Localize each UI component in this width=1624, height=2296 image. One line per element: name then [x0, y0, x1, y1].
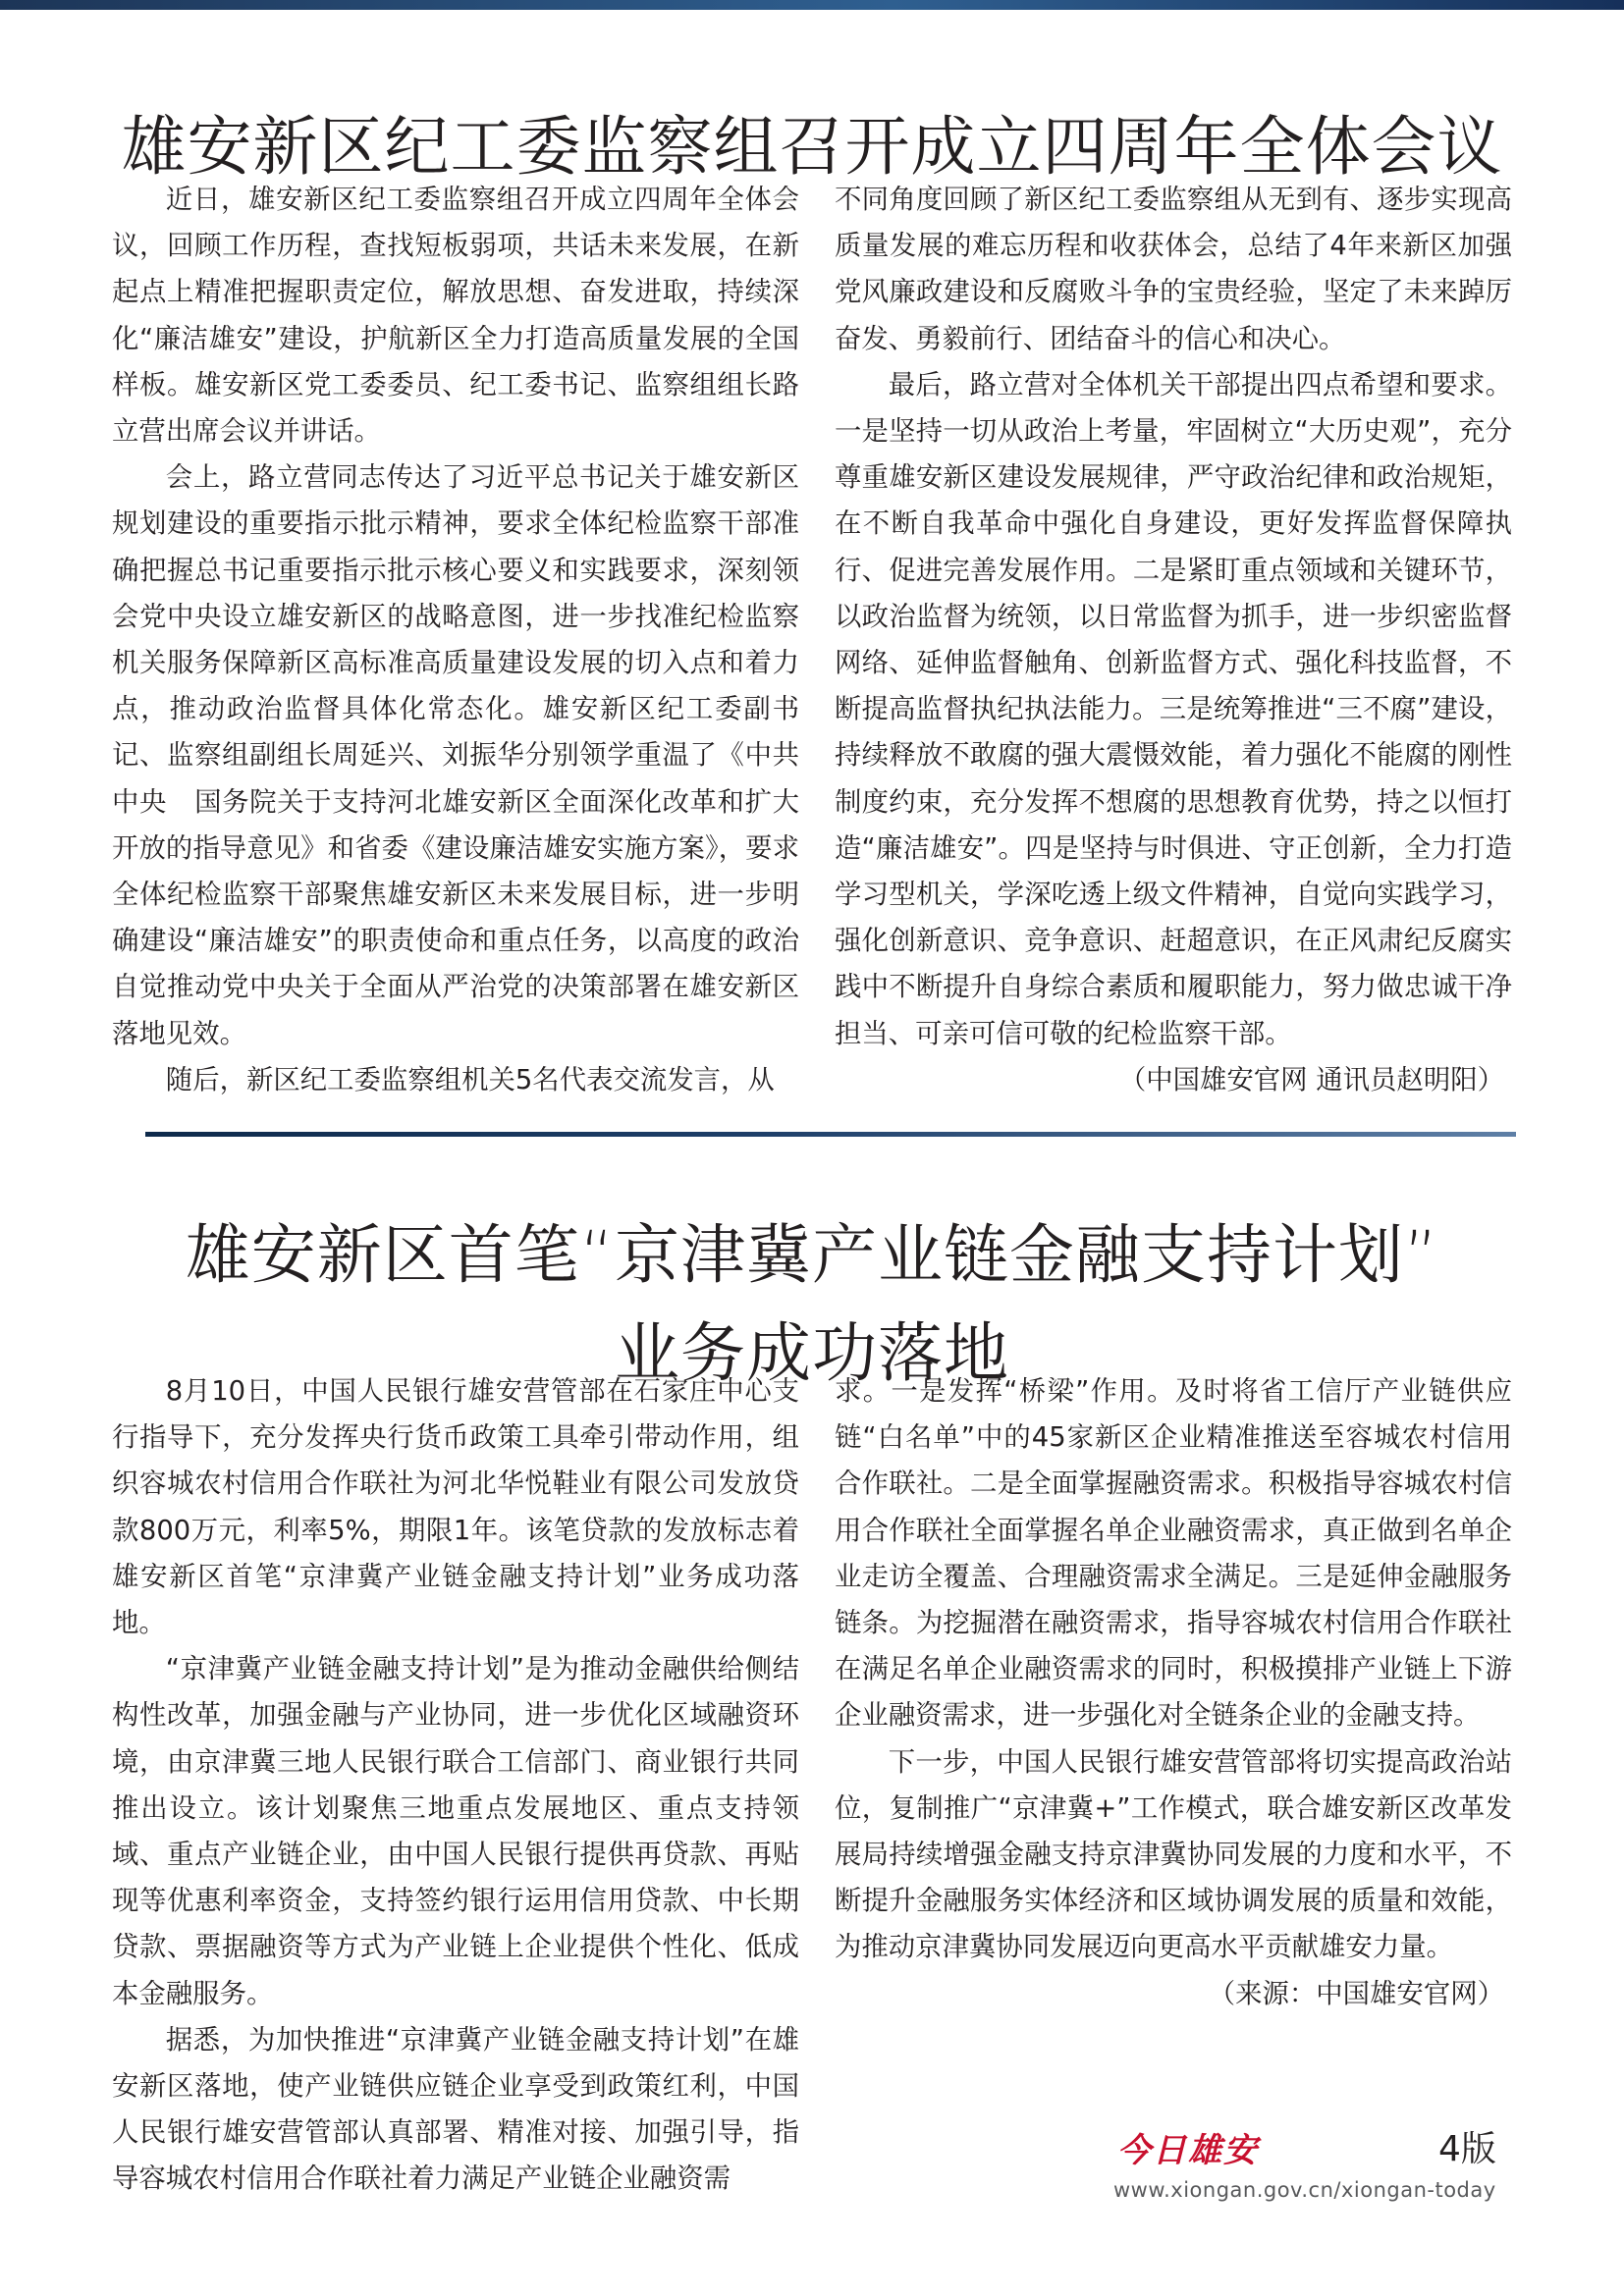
article2-title-line-2: 业务成功落地 [615, 1315, 1009, 1392]
article1-left-column [112, 177, 799, 1103]
article2-paragraph-1: 8月10日，中国人民银行雄安营管部在石家庄中心支行指导下，充分发挥央行货币政策工具牵引带动作用，组织容城农村信用合作联社为河北华悦鞋业有限公司发放贷款800万元，利率5%，期限1年。该笔贷款的发放标志着雄安新区首笔“京津冀产业链金融支持计划”业务成功落地。 [112, 1376, 799, 1639]
website-url[interactable]: www.xiongan.gov.cn/xiongan-today [1113, 2178, 1496, 2202]
article2-paragraph-4: 下一步，中国人民银行雄安营管部将切实提高政治站位，复制推广“京津冀+”工作模式，联合雄安新区改革发展局持续增强金融支持京津冀协同发展的力度和水平，不断提升金融服务实体经济和区域协调发展的质量和效能，为推动京津冀协同发展迈向更高水平贡献雄安力量。 [835, 1746, 1512, 1963]
article1-paragraph-3-continued: 不同角度回顾了新区纪工委监察组从无到有、逐步实现高质量发展的难忘历程和收获体会，总结了4年来新区加强党风廉政建设和反腐败斗争的宝贵经验，坚定了未来踔厉奋发、勇毅前行、团结奋斗的信心和决心。 [835, 185, 1512, 354]
article1-right-column [835, 177, 1512, 1103]
publication-logo: 今日雄安 [1117, 2131, 1259, 2170]
article1-paragraph-2: 会上，路立营同志传达了习近平总书记关于雄安新区规划建设的重要指示批示精神，要求全体纪检监察干部准确把握总书记重要指示批示核心要义和实践要求，深刻领会党中央设立雄安新区的战略意图，进一步找准纪检监察机关服务保障新区高标准高质量建设发展的切入点和着力点，推动政治监督具体化常态化。雄安新区纪工委副书记、监察组副组长周延兴、刘振华分别领学重温了《中共中央 国务院关于支持河北雄安新区全面深化改革和扩大开放的指导意见》和省委《建设廉洁雄安实施方案》，要求全体纪检监察干部聚焦雄安新区未来发展目标，进一步明确建设“廉洁雄安”的职责使命和重点任务，以高度的政治自觉推动党中央关于全面从严治党的决策部署在雄安新区落地见效。 [112, 462, 799, 1049]
article2-title-line-1: 雄安新区首笔“京津冀产业链金融支持计划” [185, 1217, 1439, 1294]
article2-paragraph-3-continued: 求。一是发挥“桥梁”作用。及时将省工信厅产业链供应链“白名单”中的45家新区企业精准推送至容城农村信用合作联社。二是全面掌握融资需求。积极指导容城农村信用合作联社全面掌握名单企业融资需求，真正做到名单企业走访全覆盖、合理融资需求全满足。三是延伸金融服务链条。为挖掘潜在融资需求，指导容城农村信用合作联社在满足名单企业融资需求的同时，积极摸排产业链上下游企业融资需求，进一步强化对全链条企业的金融支持。 [835, 1376, 1512, 1732]
article1-byline: （中国雄安官网 通讯员赵明阳） [1118, 1064, 1504, 1095]
article1-paragraph-4-text: 最后，路立营对全体机关干部提出四点希望和要求。一是坚持一切从政治上考量，牢固树立“大历史观”，充分尊重雄安新区建设发展规律，严守政治纪律和政治规矩，在不断自我革命中强化自身建设，更好发挥监督保障执行、促进完善发展作用。二是紧盯重点领域和关键环节，以政治监督为统领，以日常监督为抓手，进一步织密监督网络、延伸监督触角、创新监督方式、强化科技监督，不断提高监督执纪执法能力。三是统筹推进“三不腐”建设，持续释放不敢腐的强大震慑效能，着力强化不能腐的刚性制度约束，充分发挥不想腐的思想教育优势，持之以恒打造“廉洁雄安”。四是坚持与时俱进、守正创新，全力打造学习型机关，学深吃透上级文件精神，自觉向实践学习，强化创新意识、竞争意识、赶超意识，在正风肃纪反腐实践中不断提升自身综合素质和履职能力，努力做忠诚干净担当、可亲可信可敬的纪检监察干部。 [835, 369, 1512, 1049]
article1-title: 雄安新区纪工委监察组召开成立四周年全体会议 [121, 109, 1503, 186]
article2-paragraph-3: 据悉，为加快推进“京津冀产业链金融支持计划”在雄安新区落地，使产业链供应链企业享受到政策红利，中国人民银行雄安营管部认真部署、精准对接、加强引导，指导容城农村信用合作联社着力满足产业链企业融资需 [112, 2024, 799, 2195]
header-band [0, 0, 1624, 10]
page-number: 4版 [1438, 2129, 1496, 2169]
article2-source: （来源：中国雄安官网） [1208, 1978, 1504, 2009]
section-divider [145, 1132, 1516, 1137]
article1-paragraph-3: 随后，新区纪工委监察组机关5名代表交流发言，从 [165, 1064, 775, 1095]
article1-paragraph-1: 近日，雄安新区纪工委监察组召开成立四周年全体会议，回顾工作历程，查找短板弱项，共话未来发展，在新起点上精准把握职责定位，解放思想、奋发进取，持续深化“廉洁雄安”建设，护航新区全力打造高质量发展的全国样板。雄安新区党工委委员、纪工委书记、监察组组长路立营出席会议并讲话。 [112, 185, 799, 448]
article1-paragraph-4 [835, 362, 1512, 1095]
article2-paragraph-2: “京津冀产业链金融支持计划”是为推动金融供给侧结构性改革，加强金融与产业协同，进一步优化区域融资环境，由京津冀三地人民银行联合工信部门、商业银行共同推出设立。该计划聚焦三地重点发展地区、重点支持领域、重点产业链企业，由中国人民银行提供再贷款、再贴现等优惠利率资金，支持签约银行运用信用贷款、中长期贷款、票据融资等方式为产业链上企业提供个性化、低成本金融服务。 [112, 1654, 799, 2009]
article2-right-column [835, 1368, 1512, 2017]
article2-left-column [112, 1368, 799, 2203]
